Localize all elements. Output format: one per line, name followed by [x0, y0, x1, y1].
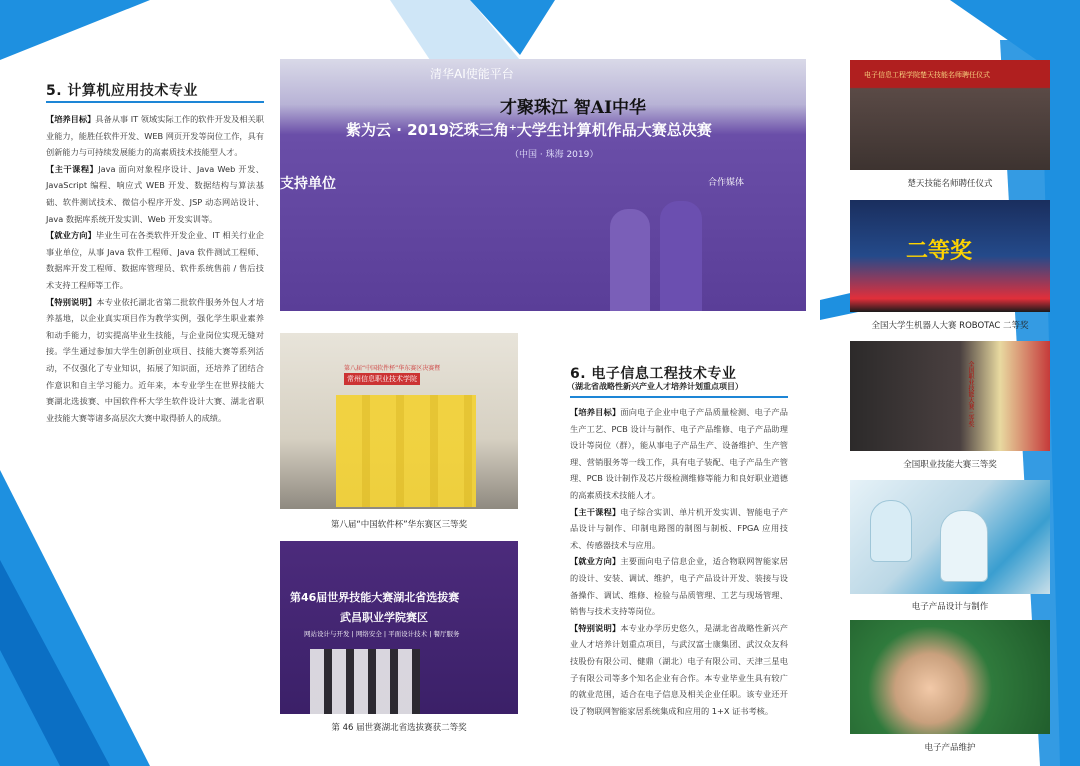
- main-left-panel: 支持单位: [280, 176, 336, 192]
- section5-title: 5. 计算机应用技术专业: [46, 83, 198, 99]
- photo-product-design: [850, 480, 1050, 594]
- group1-banner2: 常州信息职业技术学院: [344, 373, 420, 385]
- group-photo-worldskills: [280, 541, 518, 714]
- main-headline: 紫为云 · 2019泛珠三角⁺大学生计算机作品大赛总决赛: [346, 121, 712, 139]
- group1-people: [336, 395, 476, 507]
- section6-para-courses: 【主干课程】电子综合实训、单片机开发实训、智能电子产品设计与制作、印制电路图的制图与制板、FPGA 应用技术、传感器技术与应用。: [570, 506, 788, 550]
- section6-subtitle: （湖北省战略性新兴产业人才培养计划重点项目）: [567, 382, 743, 391]
- section6-title: 6. 电子信息工程技术专业: [570, 366, 737, 382]
- r4-worker-1: [870, 500, 912, 562]
- group1-banner: 第八届“中国软件杯”华东赛区决赛暨: [344, 365, 441, 372]
- section5-para-career: 【就业方向】毕业生可在各类软件开发企业、IT 相关行业企事业单位，从事 Java 软件工程师、Java 软件测试工程师、数据库开发工程师、数据库管理员、软件系统售前 / 售后技术支持工程师等工作。: [46, 230, 264, 290]
- main-event-photo: [280, 59, 806, 311]
- caption-r3: 全国职业技能大赛三等奖: [903, 460, 997, 470]
- photo-skills-contest: [850, 341, 1050, 451]
- section5-body: [46, 111, 264, 426]
- section6-rule: [570, 396, 788, 398]
- caption-r1: 楚天技能名师聘任仪式: [907, 179, 993, 189]
- section6-para-career: 【就业方向】主要面向电子信息企业，适合物联网智能家居的设计、安装、调试、维护，电子产品设计开发、装接与设备操作、调试、维修、检验与品质管理、工艺与现场管理、销售与技术支持等岗位。: [570, 556, 788, 617]
- main-person-1: [610, 209, 650, 311]
- photo-master-ceremony: [850, 60, 1050, 170]
- caption-r2: 全国大学生机器人大赛 ROBOTAC 二等奖: [871, 321, 1029, 331]
- photo-robotac: [850, 200, 1050, 312]
- photo-product-maintenance: [850, 620, 1050, 734]
- group2-people: [310, 649, 420, 714]
- section5-rule: [46, 101, 264, 103]
- section5-para-goal: 【培养目标】具备从事 IT 领域实际工作的软件开发及相关职业能力，能胜任软件开发、WEB 网页开发等岗位工作，具有创新能力与可持续发展能力的高素质技术技能型人才。: [46, 114, 264, 158]
- section6-para-note: 【特别说明】本专业办学历史悠久，是湖北省战略性新兴产业人才培养计划重点项目，与武汉富士康集团、武汉众友科技股份有限公司、健鼎（湖北）电子有限公司、天津三星电子有限公司等多个知名企业有合作。本专业毕业生具有较广的就业范围，适合在电子信息及相关企业任职。该专业还开设了物联网智能家居系统集成和应用的 1+X 证书考核。: [570, 622, 788, 716]
- group2-banner3: 网站设计与开发 | 网络安全 | 平面设计技术 | 餐厅服务: [304, 630, 460, 638]
- main-banner-top: 清华AI使能平台: [430, 67, 514, 81]
- group2-banner1: 第46届世界技能大赛湖北省选拔赛: [290, 591, 460, 604]
- section5-para-note: 【特别说明】本专业依托湖北省第二批软件服务外包人才培养基地，以企业真实项目作为教学实例，强化学生职业素养和动手能力，切实提高毕业生技能，与企业岗位实现无缝对接。学生通过参加大学生创新创业项目、技能大赛等系列活动，不仅强化了专业知识，拓展了知识面，还培养了团结合作意识和自主学习能力。近年来，本专业学生在世界技能大赛湖北选拔赛、中国软件杯大学生软件设计大赛、湖北省职业技能大赛等诸多高层次大赛中取得骄人的成绩。: [46, 296, 264, 423]
- r4-worker-2: [940, 510, 988, 582]
- r2-banner: 二等奖: [906, 239, 973, 264]
- caption-group2: 第 46 届世赛湖北省选拔赛获二等奖: [331, 723, 467, 733]
- section6-body: [570, 404, 788, 719]
- main-person-2: [660, 201, 702, 311]
- main-sub: （中国 · 珠海 2019）: [510, 150, 599, 160]
- caption-r5: 电子产品维护: [924, 743, 976, 753]
- section5-para-courses: 【主干课程】Java 面向对象程序设计、Java Web 开发、JavaScript 编程、响应式 WEB 开发、数据结构与算法基础、软件测试技术、微信小程序开发、JSP 动态网站设计、Java 数据库系统开发实训、Web 开发实训等。: [46, 163, 264, 224]
- group2-banner2: 武昌职业学院赛区: [340, 611, 428, 624]
- main-slogan: 才聚珠江 智AI中华: [500, 98, 647, 118]
- caption-group1: 第八届“中国软件杯”华东赛区三等奖: [330, 520, 468, 530]
- r1-banner: 电子信息工程学院楚天技能名师聘任仪式: [864, 71, 990, 79]
- section6-para-goal: 【培养目标】面向电子企业中电子产品质量检测、电子产品生产工艺、PCB 设计与制作、电子产品维修、电子产品助理设计等岗位（群），能从事电子产品生产、设备维护、生产管理、营销服务等一线工作，具有电子装配、电子产品生产管理、PCB 设计制作及芯片级检测维修等能力和良好职业道德的高素质技术技能人才。: [570, 407, 788, 500]
- caption-r4: 电子产品设计与制作: [911, 602, 989, 612]
- group-photo-software-cup: [280, 333, 518, 509]
- main-right-panel: 合作媒体: [708, 178, 745, 188]
- r3-banner: 全国职业技能大赛三等奖: [967, 361, 974, 427]
